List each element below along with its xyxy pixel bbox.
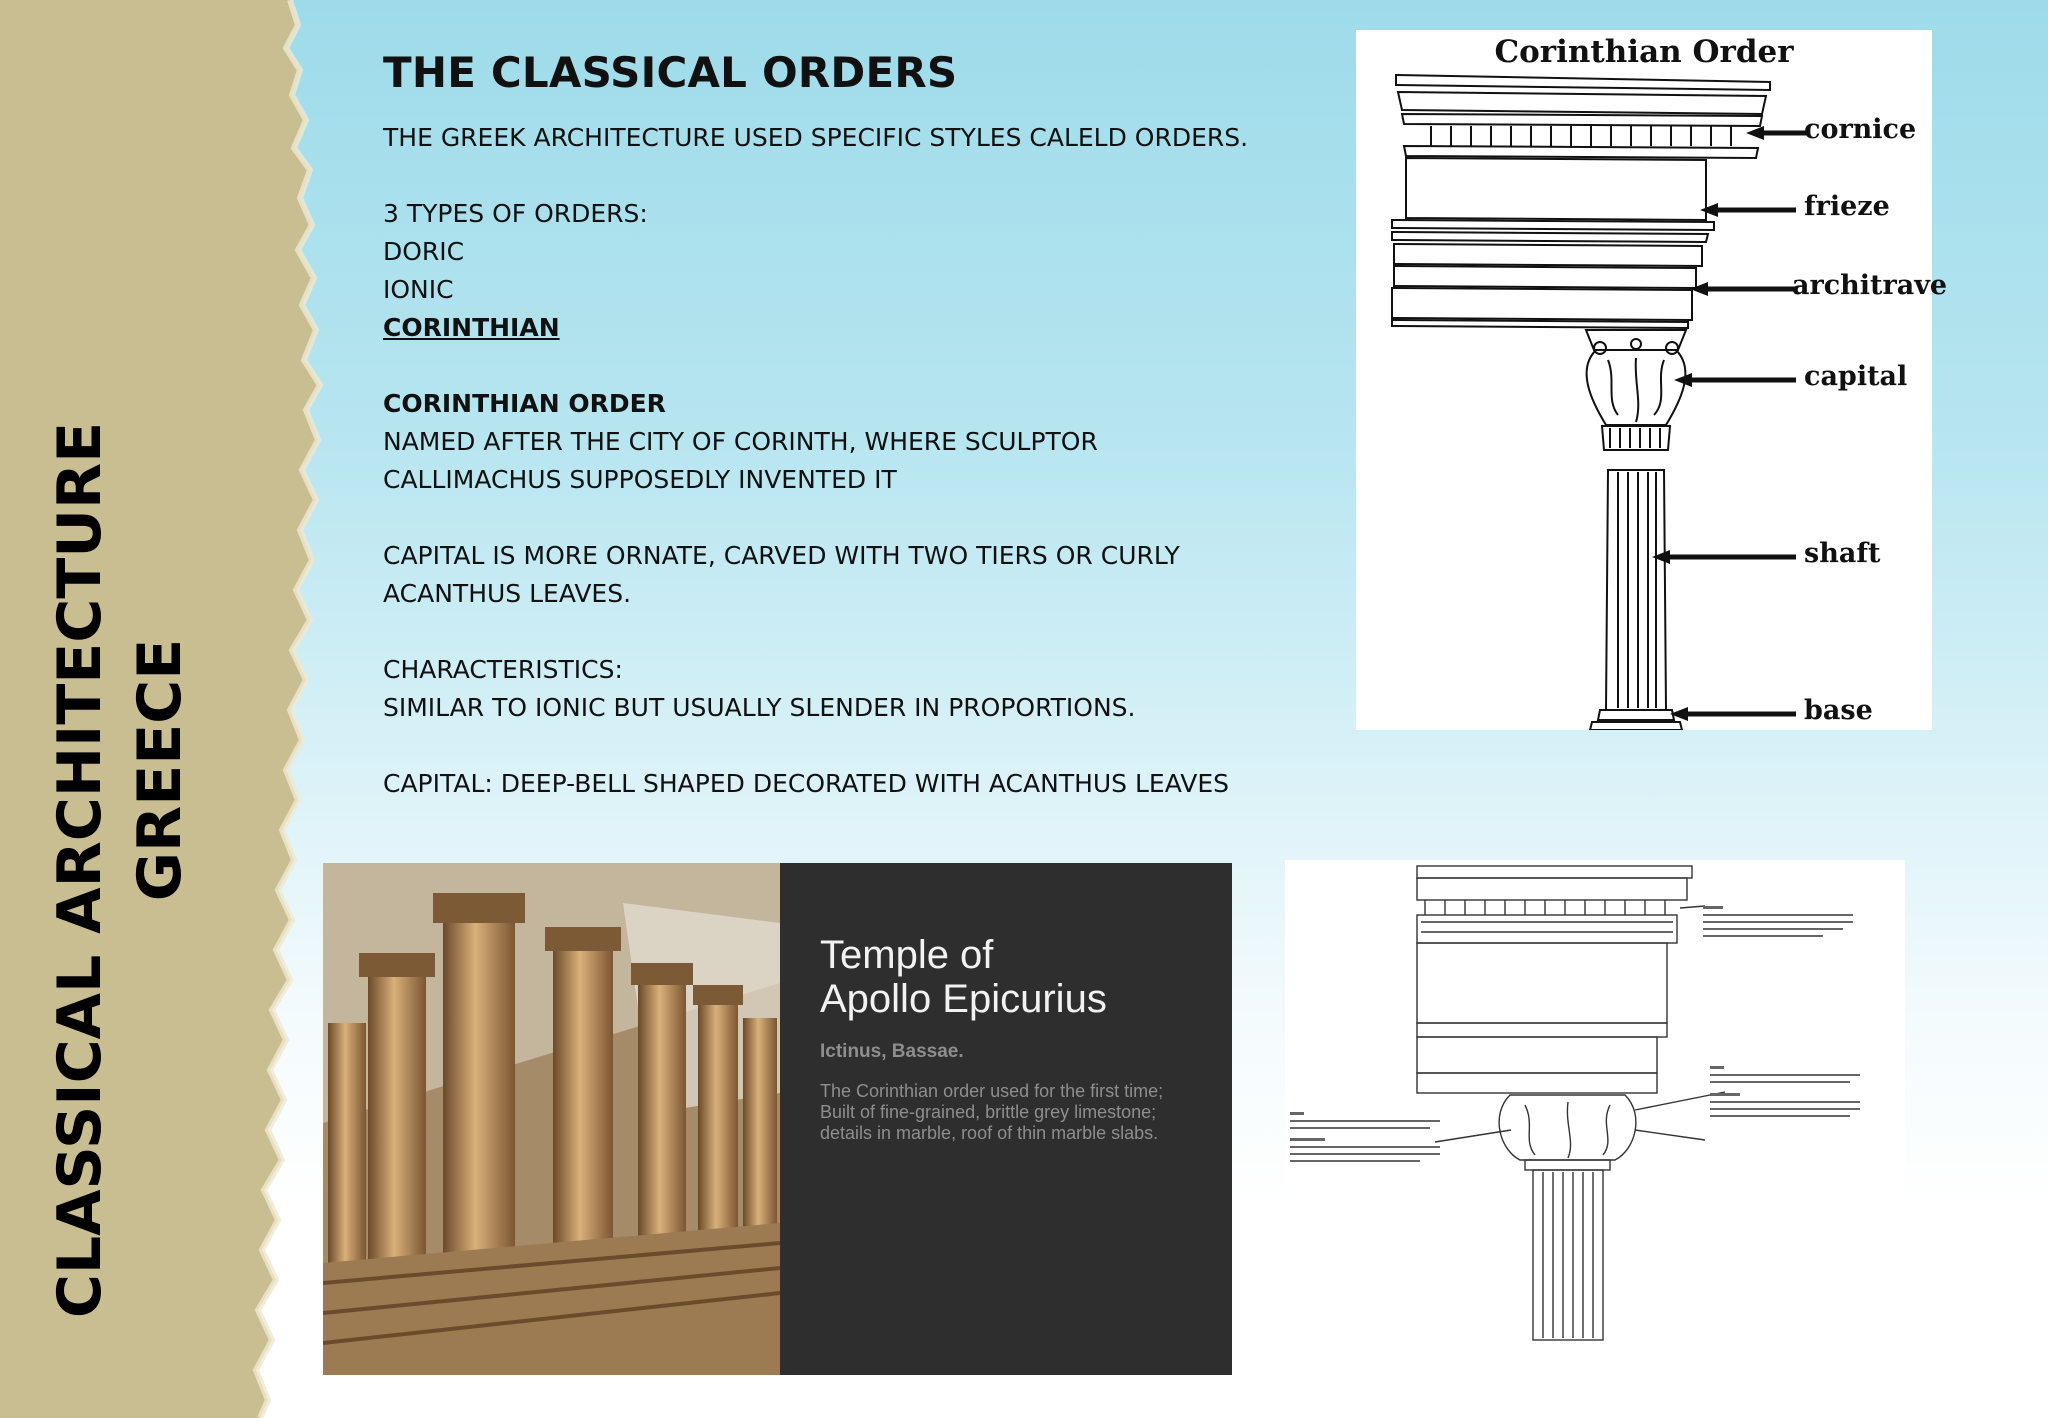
corinthian-heading: CORINTHIAN ORDER	[383, 389, 666, 418]
label-shaft: shaft	[1804, 538, 1881, 569]
corinthian-order-diagram	[1356, 30, 1948, 730]
diagram-title: Corinthian Order	[1494, 34, 1794, 70]
temple-title-line1: Temple of	[820, 933, 994, 977]
characteristics-text: SIMILAR TO IONIC BUT USUALLY SLENDER IN PROPORTIONS.	[383, 693, 1136, 722]
temple-title	[820, 933, 1220, 1021]
label-base: base	[1804, 695, 1873, 726]
side-title-line2: GREECE	[125, 638, 195, 902]
temple-subtitle: Ictinus, Bassae.	[820, 1041, 964, 1062]
label-capital: capital	[1804, 361, 1908, 392]
type-ionic: IONIC	[383, 275, 454, 304]
temple-photo	[323, 863, 780, 1375]
temple-info-panel	[780, 863, 1232, 1375]
label-frieze: frieze	[1804, 191, 1890, 222]
label-cornice: cornice	[1804, 114, 1917, 145]
temple-title-line2: Apollo Epicurius	[820, 977, 1107, 1021]
corinthian-detail-drawing	[1285, 860, 1905, 1345]
type-doric: DORIC	[383, 237, 465, 266]
capital-description: CAPITAL: DEEP-BELL SHAPED DECORATED WITH ACANTHUS LEAVES	[383, 769, 1229, 798]
temple-card	[323, 863, 1232, 1375]
temple-description: The Corinthian order used for the first time; Built of fine-grained, brittle grey limestone; details in marble, roof of thin marble slabs.	[820, 1081, 1164, 1143]
characteristics-heading: CHARACTERISTICS:	[383, 655, 623, 684]
label-architrave: architrave	[1792, 270, 1948, 301]
named-line-2: CALLIMACHUS SUPPOSEDLY INVENTED IT	[383, 465, 897, 494]
side-title-line1: CLASSICAL ARCHITECTURE	[45, 421, 115, 1319]
capital-line-1: CAPITAL IS MORE ORNATE, CARVED WITH TWO TIERS OR CURLY	[383, 541, 1180, 570]
capital-line-2: ACANTHUS LEAVES.	[383, 579, 632, 608]
types-heading: 3 TYPES OF ORDERS:	[383, 199, 648, 228]
page-title: THE CLASSICAL ORDERS	[383, 48, 958, 97]
type-corinthian: CORINTHIAN	[383, 313, 560, 342]
intro-text: THE GREEK ARCHITECTURE USED SPECIFIC STYLES CALELD ORDERS.	[383, 123, 1249, 152]
main-text	[383, 48, 1283, 803]
named-line-1: NAMED AFTER THE CITY OF CORINTH, WHERE SCULPTOR	[383, 427, 1098, 456]
